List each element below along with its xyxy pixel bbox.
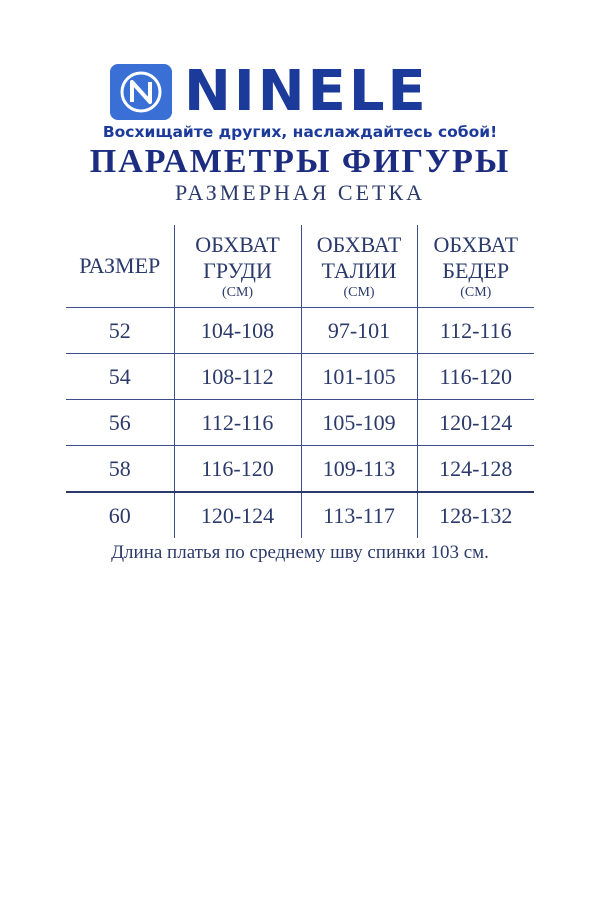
table-header-row — [66, 225, 534, 308]
table-row — [66, 446, 534, 493]
cell-hips: 124-128 — [417, 446, 534, 493]
cell-bust: 108-112 — [174, 354, 301, 400]
ninele-logo-icon — [110, 64, 172, 120]
cell-waist: 97-101 — [301, 308, 417, 354]
brand-slogan: Восхищайте других, наслаждайтесь собой! — [102, 123, 498, 141]
dress-length-note: Длина платья по среднему шву спинки 103 см. — [111, 542, 489, 563]
header-waist-line2: ТАЛИИ — [321, 257, 397, 283]
cell-bust: 104-108 — [174, 308, 301, 354]
header-bust — [174, 225, 301, 308]
header-waist-unit: (СМ) — [343, 284, 375, 300]
cell-waist: 101-105 — [301, 354, 417, 400]
cell-bust: 112-116 — [174, 400, 301, 446]
cell-hips: 120-124 — [417, 400, 534, 446]
size-table — [66, 225, 534, 538]
cell-bust: 120-124 — [174, 492, 301, 538]
cell-bust: 116-120 — [174, 446, 301, 493]
header-hips-line1: ОБХВАТ — [433, 231, 519, 257]
cell-size: 54 — [66, 354, 174, 400]
header-size — [66, 225, 174, 308]
cell-hips: 112-116 — [417, 308, 534, 354]
page-subtitle: РАЗМЕРНАЯ СЕТКА — [174, 180, 426, 205]
header-bust-line2: ГРУДИ — [203, 257, 272, 283]
header-bust-unit: (СМ) — [221, 284, 254, 300]
header-waist-line1: ОБХВАТ — [316, 231, 402, 257]
cell-hips: 128-132 — [417, 492, 534, 538]
cell-size: 58 — [66, 446, 174, 493]
table-row — [66, 400, 534, 446]
table-row — [66, 354, 534, 400]
page-title: ПАРАМЕТРЫ ФИГУРЫ — [89, 143, 511, 180]
brand-name: NINELE — [184, 59, 429, 124]
brand-logo — [110, 59, 429, 124]
cell-waist: 105-109 — [301, 400, 417, 446]
header-hips-unit: (СМ) — [460, 284, 492, 300]
header-hips-line2: БЕДЕР — [442, 257, 510, 283]
cell-waist: 113-117 — [301, 492, 417, 538]
cell-size: 52 — [66, 308, 174, 354]
cell-hips: 116-120 — [417, 354, 534, 400]
cell-size: 56 — [66, 400, 174, 446]
table-row — [66, 492, 534, 538]
cell-waist: 109-113 — [301, 446, 417, 493]
table-row — [66, 308, 534, 354]
header-waist — [301, 225, 417, 308]
header-size-label: РАЗМЕР — [79, 253, 161, 278]
header-bust-line1: ОБХВАТ — [195, 231, 280, 257]
cell-size: 60 — [108, 502, 131, 528]
header-hips — [417, 225, 534, 308]
